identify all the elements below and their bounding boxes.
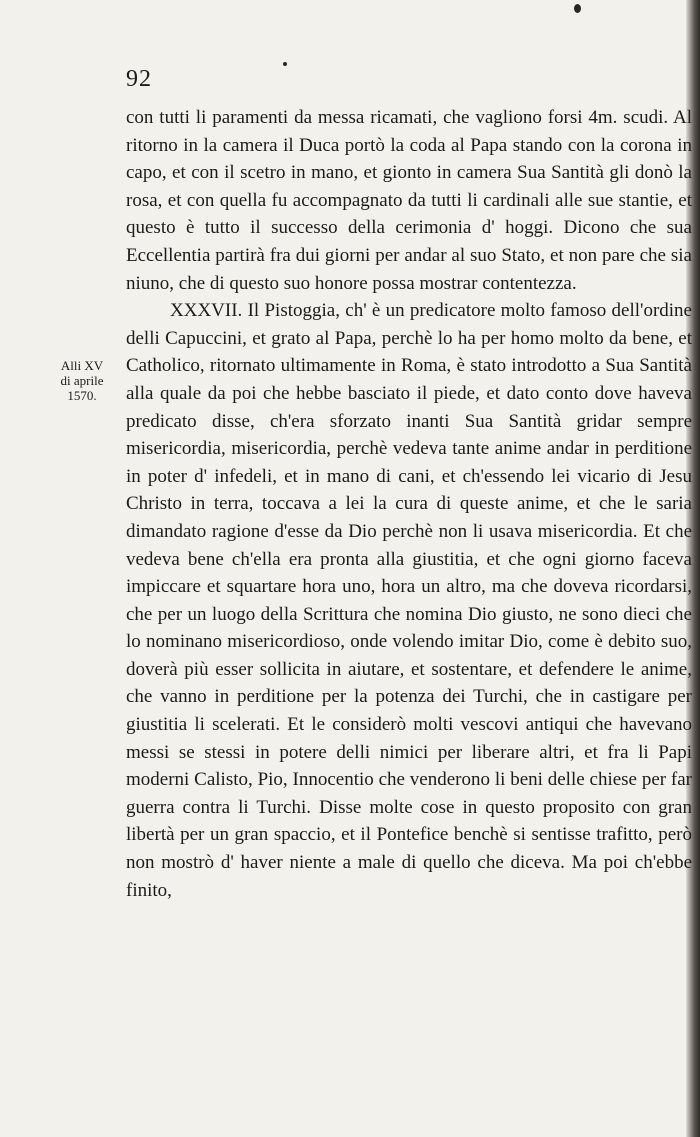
marginal-date-note bbox=[44, 358, 120, 403]
ink-speck bbox=[283, 62, 287, 66]
marginal-note-line: di aprile bbox=[60, 373, 104, 388]
marginal-note-line: Alli XV bbox=[60, 358, 104, 373]
paragraph-xxxvii: XXXVII. Il Pistoggia, ch' è un predicatore molto famoso dell'ordine delli Capuccini, et grato al Papa, perchè lo ha per homo molto da bene, et Catholico, ritornato ultimamente in Roma, è stato introdotto a Sua Santità alla quale da poi che hebbe basciato il piede, et dato conto dove haveva predicato disse, ch'era sforzato inanti Sua Santità gridar sempre misericordia, misericordia, perchè vedeva tante anime andar in perditione in poter d' infedeli, et in mano di cani, et ch'essendo lei vicario di Jesu Christo in terra, toccava a lei la cura di queste anime, et che le saria dimandato ragione d'esse da Dio perchè non li usava misericordia. Et che vedeva bene ch'ella era pronta alla giustitia, et che ogni giorno faceva impiccare et squartare hora uno, hora un altro, ma che doveva ricordarsi, che per un luogo della Scrittura che nomina Dio giusto, ne sono dieci che lo nominano misericordioso, onde volendo imitar Dio, come è debito suo, doverà più esser sollicita in aiutare, et sostentare, et defendere le anime, che vanno in perditione per la potenza dei Turchi, che in castigare per giustitia li scelerati. Et le considerò molti vescovi antiqui che havevano messi se stessi in potere delli nimici per liberare altri, et fra li Papi moderni Calisto, Pio, Innocentio che venderono li beni delle chiese per far guerra contra li Turchi. Disse molte cose in questo proposito con gran libertà per un gran spaccio, et il Pontefice benchè si sentisse trafitto, però non mostrò d' haver niente a male di quello che diceva. Ma poi ch'ebbe finito, bbox=[126, 300, 692, 901]
paragraph-continuation: con tutti li paramenti da messa ricamati, che vagliono forsi 4m. scudi. Al ritorno in la camera il Duca portò la coda al Papa stando con la corona in capo, et con il scetro in mano, et gionto in camera Sua Santità gli donò la rosa, et con quella fu accompagnato da tutti li cardinali alle sue stantie, et questo è tutto il successo della cerimonia d' hoggi. Dicono che sua Eccellentia partirà fra dui giorni per andar al suo Stato, et non pare che sia niuno, che di questo suo honore possa mostrar contentezza. bbox=[126, 107, 692, 294]
body-text bbox=[126, 104, 692, 904]
ink-speck bbox=[574, 4, 581, 13]
page-number: 92 bbox=[126, 66, 152, 92]
marginal-note-line: 1570. bbox=[67, 388, 97, 403]
